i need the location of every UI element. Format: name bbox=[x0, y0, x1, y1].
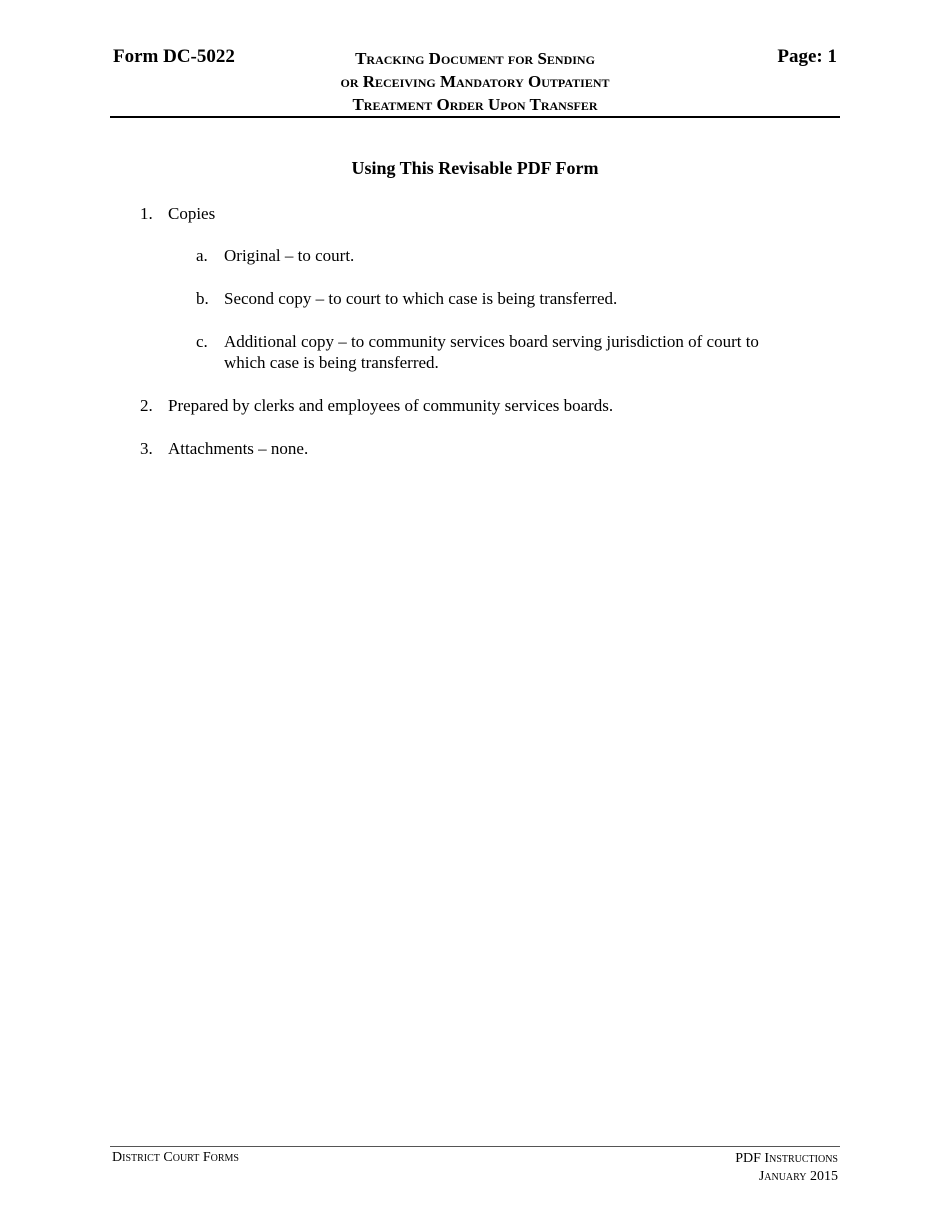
sub-list-item-text: Additional copy – to community services board serving jurisdiction of court to bbox=[224, 332, 759, 351]
page-number: Page: 1 bbox=[777, 46, 837, 67]
form-id: Form DC-5022 bbox=[113, 46, 235, 67]
sub-list-item-text: Original – to court. bbox=[224, 246, 355, 265]
list-item-text: Prepared by clerks and employees of community services boards. bbox=[168, 396, 614, 415]
list-item-text: Attachments – none. bbox=[168, 439, 309, 458]
footer-right bbox=[735, 1150, 838, 1186]
sub-list-marker: a. bbox=[196, 246, 208, 265]
page-header bbox=[110, 44, 840, 118]
sub-list-marker: c. bbox=[196, 332, 208, 351]
document-title-line: or Receiving Mandatory Outpatient bbox=[340, 72, 610, 91]
list-marker: 3. bbox=[140, 439, 153, 458]
sub-list-item-text: Second copy – to court to which case is being transferred. bbox=[224, 289, 618, 308]
sub-list-item-text: which case is being transferred. bbox=[224, 353, 439, 372]
document-title bbox=[275, 47, 675, 116]
footer-left-text: District Court Forms bbox=[112, 1150, 239, 1165]
section-heading: Using This Revisable PDF Form bbox=[351, 158, 599, 178]
list-marker: 2. bbox=[140, 396, 153, 415]
list-item-text: Copies bbox=[168, 204, 216, 223]
footer-doc-type: PDF Instructions bbox=[735, 1151, 838, 1166]
sub-list-marker: b. bbox=[196, 289, 209, 308]
list-marker: 1. bbox=[140, 204, 153, 223]
footer-date: January 2015 bbox=[758, 1169, 838, 1184]
document-title-line: Tracking Document for Sending bbox=[355, 49, 595, 68]
footer-divider bbox=[110, 1146, 840, 1147]
document-title-line: Treatment Order Upon Transfer bbox=[352, 95, 598, 114]
